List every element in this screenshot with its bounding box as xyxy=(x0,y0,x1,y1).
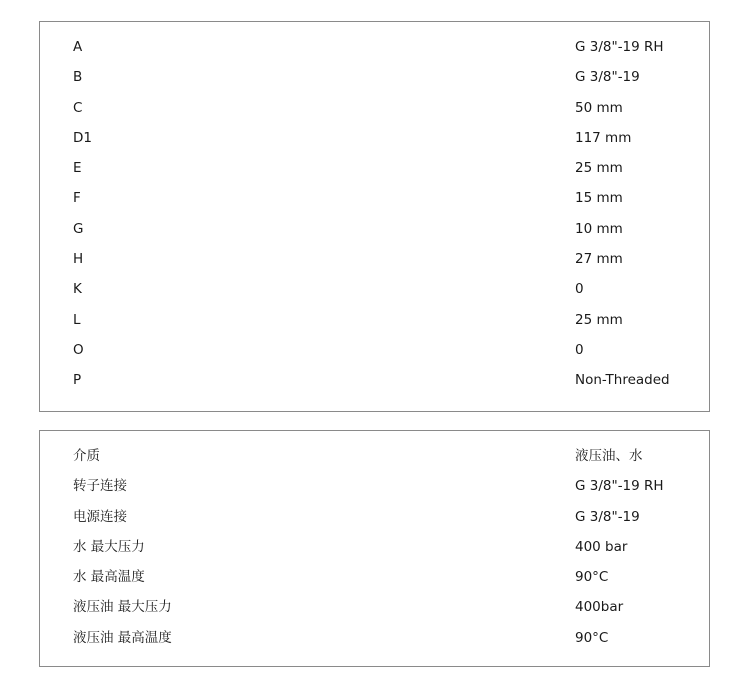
dimension-row xyxy=(40,244,709,274)
dimension-value: G 3/8"-19 RH xyxy=(575,39,664,55)
property-value: 400 bar xyxy=(575,538,628,555)
dimension-value: Non-Threaded xyxy=(575,372,670,389)
property-row xyxy=(40,441,709,471)
dimension-row xyxy=(40,123,709,153)
dimension-row xyxy=(40,93,709,123)
dimension-row xyxy=(40,214,709,244)
property-row xyxy=(40,471,709,501)
property-row xyxy=(40,623,709,653)
property-label: 水 最大压力 xyxy=(73,538,145,555)
dimension-label: A xyxy=(73,39,83,55)
dimension-value: 0 xyxy=(575,341,584,358)
dimension-value: 117 mm xyxy=(575,129,632,146)
property-value: 400bar xyxy=(575,599,624,616)
dimension-value: 50 mm xyxy=(575,99,623,116)
property-value: 90°C xyxy=(575,569,609,586)
dimension-label: G xyxy=(73,220,84,237)
dimension-row xyxy=(40,62,709,92)
dimension-label: F xyxy=(73,190,81,207)
dimensions-table xyxy=(39,21,710,412)
dimension-row xyxy=(40,365,709,395)
dimension-value: 27 mm xyxy=(575,251,623,268)
dimension-label: C xyxy=(73,99,83,116)
property-label: 水 最高温度 xyxy=(73,569,145,586)
dimension-value: 10 mm xyxy=(575,220,623,237)
properties-table xyxy=(39,430,710,667)
property-value: G 3/8"-19 xyxy=(575,508,640,525)
dimension-label: H xyxy=(73,251,84,268)
property-row xyxy=(40,532,709,562)
dimension-label: E xyxy=(73,160,82,177)
dimension-row xyxy=(40,274,709,304)
property-label: 液压油 最大压力 xyxy=(73,599,172,616)
dimension-value: 15 mm xyxy=(575,190,623,207)
property-label: 转子连接 xyxy=(73,478,127,495)
property-value: G 3/8"-19 RH xyxy=(575,478,664,495)
property-value: 液压油、水 xyxy=(575,448,643,464)
dimension-value: 25 mm xyxy=(575,160,623,177)
property-row xyxy=(40,562,709,592)
dimension-row xyxy=(40,32,709,62)
property-row xyxy=(40,502,709,532)
dimension-label: L xyxy=(73,311,81,328)
dimension-value: 0 xyxy=(575,281,584,298)
property-value: 90°C xyxy=(575,629,609,646)
property-label: 液压油 最高温度 xyxy=(73,629,172,646)
dimension-row xyxy=(40,153,709,183)
property-label: 介质 xyxy=(73,448,100,464)
dimension-label: O xyxy=(73,341,84,358)
dimension-value: G 3/8"-19 xyxy=(575,69,640,86)
dimension-label: B xyxy=(73,69,83,86)
dimension-row xyxy=(40,305,709,335)
dimension-label: D1 xyxy=(73,129,92,146)
property-row xyxy=(40,592,709,622)
dimension-label: P xyxy=(73,372,82,389)
dimension-row xyxy=(40,183,709,213)
property-label: 电源连接 xyxy=(73,508,127,525)
dimension-label: K xyxy=(73,281,82,298)
dimension-value: 25 mm xyxy=(575,311,623,328)
dimension-row xyxy=(40,335,709,365)
